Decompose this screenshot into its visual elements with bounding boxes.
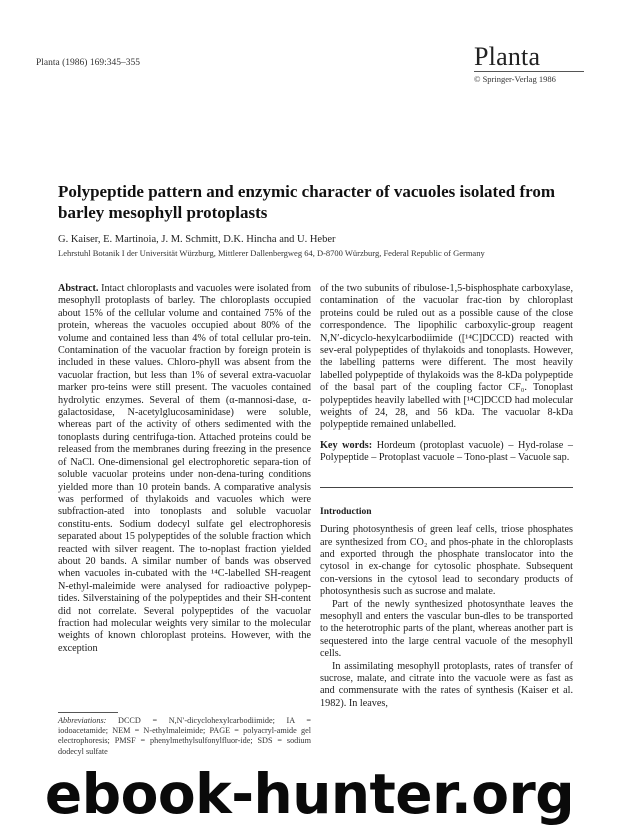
abbreviations-text: DCCD = N,N′-dicyclohexylcarbodiimide; IA = iodoacetamide; NEM = N-ethylmaleimide; PAGE = polyacryl-amide gel electrophoresis; PMSF = phenylmethylsulfonylfluor-ide; SDS = sodium dodecyl sulfate xyxy=(58,716,312,756)
abstract-left-column xyxy=(58,283,311,655)
copyright-notice: © Springer-Verlag 1986 xyxy=(474,74,556,84)
keywords-label: Key words: xyxy=(320,439,373,451)
abstract-label: Abstract. xyxy=(58,283,99,294)
abstract-text-left: Intact chloroplasts and vacuoles were isolated from mesophyll protoplasts of barley. The chloroplasts occupied about 15% of the cellular volume and contained 75% of the protein, whereas the vacuoles occupied about 80% of the volume and contained less than 4% of total cellular pro-tein. Contamination of the vacuolar fraction by foreign protein is included in these values. Chloro-phyll was absent from the vacuolar fraction, but less than 1% of several extra-vacuolar marker pro-teins were still present. The vacuoles contained hydrolytic enzymes. Several of them (α-mannosi-dase, α-galactosidase, N-acetylglucosaminidase) were soluble, whereas part of the activity of others sedimented with the tonoplasts during centrifuga-tion. Attached proteins could be released from the membranes during freezing in the presence of NaCl. One-dimensional gel electrophoretic separa-tion of soluble vacuolar proteins under non-dena-turing conditions yielded more than 10 protein bands. A comparative analysis was performed of thylakoids and vacuoles which were subfraction-ated into tonoplasts and soluble vacuolar constitu-ents. Sodium dodecyl sulfate gel electrophoresis separated about 15 polypeptides of the soluble fraction which reacted with silver reagent. The to-noplast fraction yielded about 20 bands. A similar number of bands was observed when vacuoles in-cubated with the ¹⁴C-labelled SH-reagent N-ethyl-maleimide were analysed for radioactive polypep-tides. Silverstaining of the polypeptides and their SH-content did not correlate. Several polypeptides of the vacuolar fraction had molecular weights very similar to the molecular weights of known chloroplast proteins. However, with the exception xyxy=(58,283,311,654)
introduction-heading: Introduction xyxy=(320,506,372,517)
section-divider xyxy=(320,487,573,488)
keywords-text: Hordeum (protoplast vacuole) – Hyd-rolase – Polypeptide – Protoplast vacuole – Tono-plast – Vacuole sap. xyxy=(320,439,573,464)
abstract-right-column xyxy=(320,283,573,710)
masthead-divider xyxy=(474,71,584,72)
journal-name: Planta xyxy=(474,42,541,71)
journal-masthead xyxy=(474,44,584,84)
article-title: Polypeptide pattern and enzymic character of vacuoles isolated from barley mesophyll protoplasts xyxy=(58,182,556,222)
abstract-text-right: of the two subunits of ribulose-1,5-bisphosphate carboxylase, contamination of the vacuolar frac-tion by chloroplast proteins could be ruled out as a possible cause of the close correspondence. The lipophilic carboxylic-group reagent N,N′-dicyclo-hexylcarbodiimide ([¹⁴C]DCCD) reacted with sev-eral polypeptides of thylakoids and tonoplasts. However, the labelling patterns were different. The most heavily labelled polypeptide of thylakoids was the 8-kDa polypeptide of the basal part of the coupling factor CF₀. Tonoplast polypeptides heavily labelled with [¹⁴C]DCCD had molecular weights of 24, 28, and 56 kDa. The vacuolar 8-kDa polypeptide remained unlabelled. xyxy=(320,283,573,431)
introduction-paragraph-2: Part of the newly synthesized photosynthate leaves the mesophyll and enters the vascular bun-dles to be transported to the heterotrophic parts of the plant, whereas another part is sequestered into the large central vacuole of the mesophyll cells. xyxy=(320,598,573,660)
introduction-paragraph-3: In assimilating mesophyll protoplasts, rates of transfer of sucrose, malate, and citrate into the vacuole were as fast as and commensurate with the rates of synthesis (Kaiser et al. 1982). In leaves, xyxy=(320,660,573,709)
author-affiliation: Lehrstuhl Botanik I der Universität Würzburg, Mittlerer Dallenbergweg 64, D-8700 Würzburg, Federal Republic of Germany xyxy=(58,248,485,258)
keywords-block xyxy=(320,440,573,465)
abbreviations-footnote xyxy=(58,716,311,757)
introduction-paragraph-1: During photosynthesis of green leaf cells, triose phosphates are synthesized from CO₂ and phos-phate in the chloroplasts and exported through the phosphate translocator into the cytosol in ex-change for cytosolic phosphate. Subsequent con-versions in the cytosol lead to secondary products of photosynthesis such as sucrose and malate. xyxy=(320,524,573,598)
watermark-text: ebook-hunter.org xyxy=(44,762,575,826)
author-list: G. Kaiser, E. Martinoia, J. M. Schmitt, D.K. Hincha and U. Heber xyxy=(58,234,336,245)
abbreviations-label: Abbreviations: xyxy=(58,716,107,725)
footnote-divider xyxy=(58,712,118,713)
journal-citation: Planta (1986) 169:345–355 xyxy=(36,58,140,68)
